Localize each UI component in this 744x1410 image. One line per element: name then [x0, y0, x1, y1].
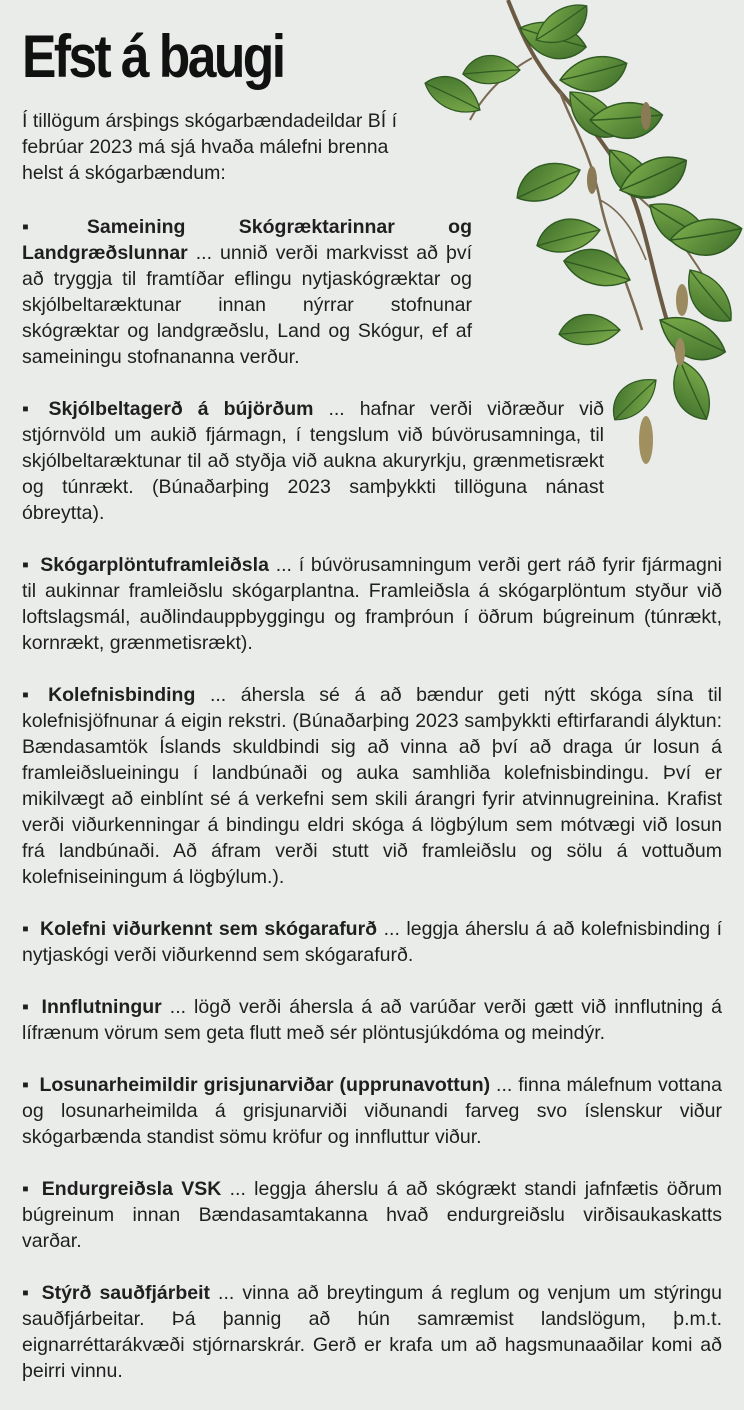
bullet: ▪ — [22, 1282, 32, 1304]
item-text: ... unnið verði markvisst að því að tryggja til framtíðar eflingu nytjaskógræktar og skjólbeltaræktunar innan nýrrar stofnunar skógræktar og landgræðslu, Land og Skógur, ef af sameiningu stofnananna verður. — [22, 242, 472, 368]
item-heading: Skógarplöntuframleiðsla — [40, 554, 269, 576]
intro-paragraph: Í tillögum ársþings skógarbændadeildar BÍ í febrúar 2023 má sjá hvaða málefni brenna helst á skógarbændum: — [22, 110, 398, 184]
bullet: ▪ — [22, 216, 77, 238]
article-body — [22, 108, 722, 1410]
list-item — [22, 396, 604, 526]
list-item — [22, 1176, 722, 1254]
bullet: ▪ — [22, 918, 31, 940]
bullet: ▪ — [22, 1074, 30, 1096]
item-text: ... lögð verði áhersla á að varúðar verði gætt við innflutning á lífrænum vörum sem geta flutt með sér plöntusjúkdóma og meindýr. — [22, 996, 722, 1044]
item-heading: Endurgreiðsla VSK — [41, 1178, 222, 1200]
item-heading: Kolefnisbinding — [48, 684, 196, 706]
item-heading: Sameining Skógræktarinnar og Landgræðslunnar — [22, 216, 472, 264]
list-item — [22, 994, 722, 1046]
list-item — [22, 552, 722, 656]
item-text: ... vinna að breytingum á reglum og venjum um stýringu sauðfjárbeitar. Þá þannig að hún samræmist landslögum, þ.m.t. eignarréttarákvæði stjórnarskrár. Gerð er krafa um að hagsmunaaðilar komi að þeirri vinnu. — [22, 1282, 722, 1382]
bullet: ▪ — [22, 554, 31, 576]
item-text: ... hafnar verði viðræður við stjórnvöld um aukið fjármagn, í tengslum við búvörusamninga, til skjólbeltaræktunar til að styðja við aukna akuryrkju, grænmetisrækt og túnrækt. (Búnaðarþing 2023 samþykkti tillöguna nánast óbreytta). — [22, 398, 604, 524]
page-title: Efst á baugi — [22, 23, 284, 90]
item-text: ... áhersla sé á að bændur geti nýtt skóga sína til kolefnisjöfnunar á eigin rekstri. (Búnaðarþing 2023 samþykkti eftirfarandi ályktun: Bændasamtök Íslands skuldbindi sig að vinna að því að draga úr losun á framleiðslueiningu í landbúnaði og auka samhliða kolefnisbindingu. Því er mikilvægt að einblínt sé á verkefni sem skili árangri fyrir atvinnugreinina. Krafist verði viðurkenningar á bindingu eldri skóga á lögbýlum sem mótvægi við losun frá landbúnaði. Að áfram verði stutt við framleiðslu og sölu á vottuðum kolefniseiningum á lögbýlum.). — [22, 684, 722, 888]
item-heading: Losunarheimildir grisjunarviðar (upprunavottun) — [39, 1074, 491, 1096]
item-text: ... finna málefnum vottana og losunarheimilda á grisjunarviði viðunandi farveg svo íslenskur viður skógarbænda standist sömu kröfur og innfluttur viður. — [22, 1074, 722, 1148]
item-heading: Innflutningur — [41, 996, 162, 1018]
bullet: ▪ — [22, 1178, 32, 1200]
item-text: ... í búvörusamningum verði gert ráð fyrir fjármagni til aukinnar framleiðslu skógarplantna. Framleiðsla á skógarplöntum styður við loftslagsmál, auðlindauppbyggingu og framþróun í öðrum búgreinum (túnrækt, kornrækt, grænmetisrækt). — [22, 554, 722, 654]
list-item — [22, 1072, 722, 1150]
list-item — [22, 916, 722, 968]
item-heading: Kolefni viðurkennt sem skógarafurð — [40, 918, 378, 940]
bullet: ▪ — [22, 398, 39, 420]
item-heading: Stýrð sauðfjárbeit — [41, 1282, 210, 1304]
item-heading: Skjólbeltagerð á bújörðum — [48, 398, 314, 420]
item-text: ... leggja áherslu á að kolefnisbinding í nytjaskógi verði viðurkennd sem skógarafurð. — [22, 918, 722, 966]
list-item — [22, 1280, 722, 1384]
list-item — [22, 682, 722, 890]
item-text: ... leggja áherslu á að skógrækt standi jafnfætis öðrum búgreinum innan Bændasamtakanna hvað endurgreiðslu virðisaukaskatts varðar. — [22, 1178, 722, 1252]
bullet: ▪ — [22, 684, 39, 706]
bullet: ▪ — [22, 996, 32, 1018]
list-item — [22, 214, 472, 370]
